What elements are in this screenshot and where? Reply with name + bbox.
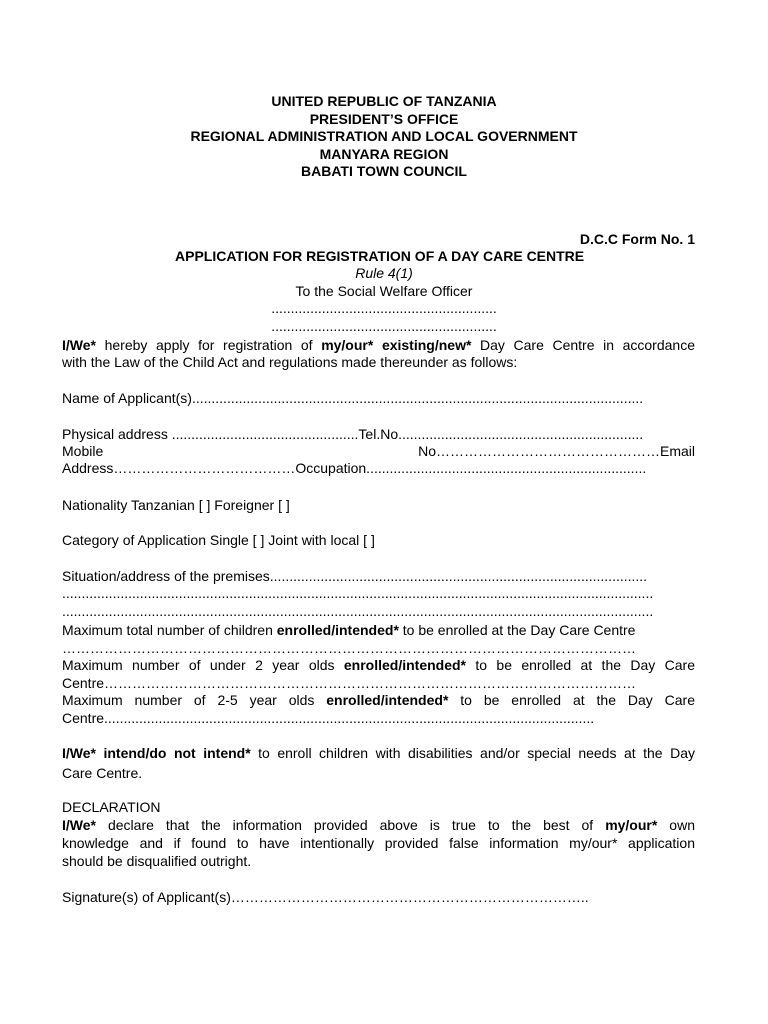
max-2to5-field[interactable]: Centre.............................................................................................................................. bbox=[62, 710, 595, 726]
applicant-name-field[interactable]: Name of Applicant(s).................................................................................................................... bbox=[62, 390, 644, 406]
addressee-line-1[interactable]: .......................................................... bbox=[271, 300, 497, 316]
declaration-line-1: I/We* declare that the information provided above is true to the best of my/our* own bbox=[62, 817, 695, 833]
max-total-field[interactable]: …………………………………………………………………………………………………………… bbox=[62, 640, 636, 656]
form-title: APPLICATION FOR REGISTRATION OF A DAY CARE CENTRE bbox=[175, 248, 585, 264]
header-ministry: REGIONAL ADMINISTRATION AND LOCAL GOVERNMENT bbox=[190, 128, 578, 144]
header-council: BABATI TOWN COUNCIL bbox=[301, 163, 467, 179]
declaration-line-2: knowledge and if found to have intentionally provided false information my/our* application bbox=[62, 835, 695, 851]
i-we-label: I/We* bbox=[62, 337, 96, 353]
declaration-line-3: should be disqualified outright. bbox=[62, 853, 252, 869]
intro-line-1: I/We* hereby apply for registration of my/our* existing/new* Day Care Centre in accordance bbox=[62, 337, 695, 353]
existing-new-label: existing/new* bbox=[381, 337, 472, 353]
address-occupation-field[interactable]: Address…………………………………Occupation........................................................................ bbox=[62, 460, 647, 476]
signature-field[interactable]: Signature(s) of Applicant(s)………………………………………………………………….. bbox=[62, 889, 589, 905]
premises-field[interactable]: Situation/address of the premises................................................................................................. bbox=[62, 568, 648, 584]
mobile-label: Mobile bbox=[62, 443, 104, 459]
premises-field-line-3[interactable]: ........................................................................................................................................................ bbox=[62, 603, 654, 619]
addressee-line-2[interactable]: .......................................................... bbox=[271, 318, 497, 334]
mobile-email-field[interactable]: No…………………………………………Email bbox=[418, 443, 695, 459]
rule-reference: Rule 4(1) bbox=[355, 265, 413, 281]
category-field[interactable]: Category of Application Single [ ] Joint with local [ ] bbox=[62, 532, 375, 548]
my-our-label: my/our* bbox=[321, 337, 374, 353]
premises-field-line-2[interactable]: ........................................................................................................................................................ bbox=[62, 585, 654, 601]
max-under2-field[interactable]: Centre…………………………………………………………………………………………………… bbox=[62, 675, 637, 691]
header-country: UNITED REPUBLIC OF TANZANIA bbox=[271, 93, 497, 109]
declaration-heading: DECLARATION bbox=[62, 799, 161, 815]
intend-line-2: Care Centre. bbox=[62, 765, 143, 781]
nationality-field[interactable]: Nationality Tanzanian [ ] Foreigner [ ] bbox=[62, 497, 290, 513]
addressee: To the Social Welfare Officer bbox=[295, 283, 473, 299]
header-region: MANYARA REGION bbox=[319, 146, 449, 162]
max-2to5-label: Maximum number of 2-5 year olds enrolled/intended* to be enrolled at the Day Care bbox=[62, 692, 695, 708]
max-total-label: Maximum total number of children enrolled/intended* to be enrolled at the Day Care Centre bbox=[62, 622, 636, 638]
intend-line-1: I/We* intend/do not intend* to enroll children with disabilities and/or special needs at the Day bbox=[62, 745, 695, 761]
form-number: D.C.C Form No. 1 bbox=[579, 231, 695, 247]
intro-line-2: with the Law of the Child Act and regulations made thereunder as follows: bbox=[62, 354, 518, 370]
header-office: PRESIDENT’S OFFICE bbox=[309, 111, 459, 127]
physical-address-field[interactable]: Physical address ................................................Tel.No............................................................... bbox=[62, 426, 644, 442]
max-under2-label: Maximum number of under 2 year olds enrolled/intended* to be enrolled at the Day Care bbox=[62, 657, 695, 673]
